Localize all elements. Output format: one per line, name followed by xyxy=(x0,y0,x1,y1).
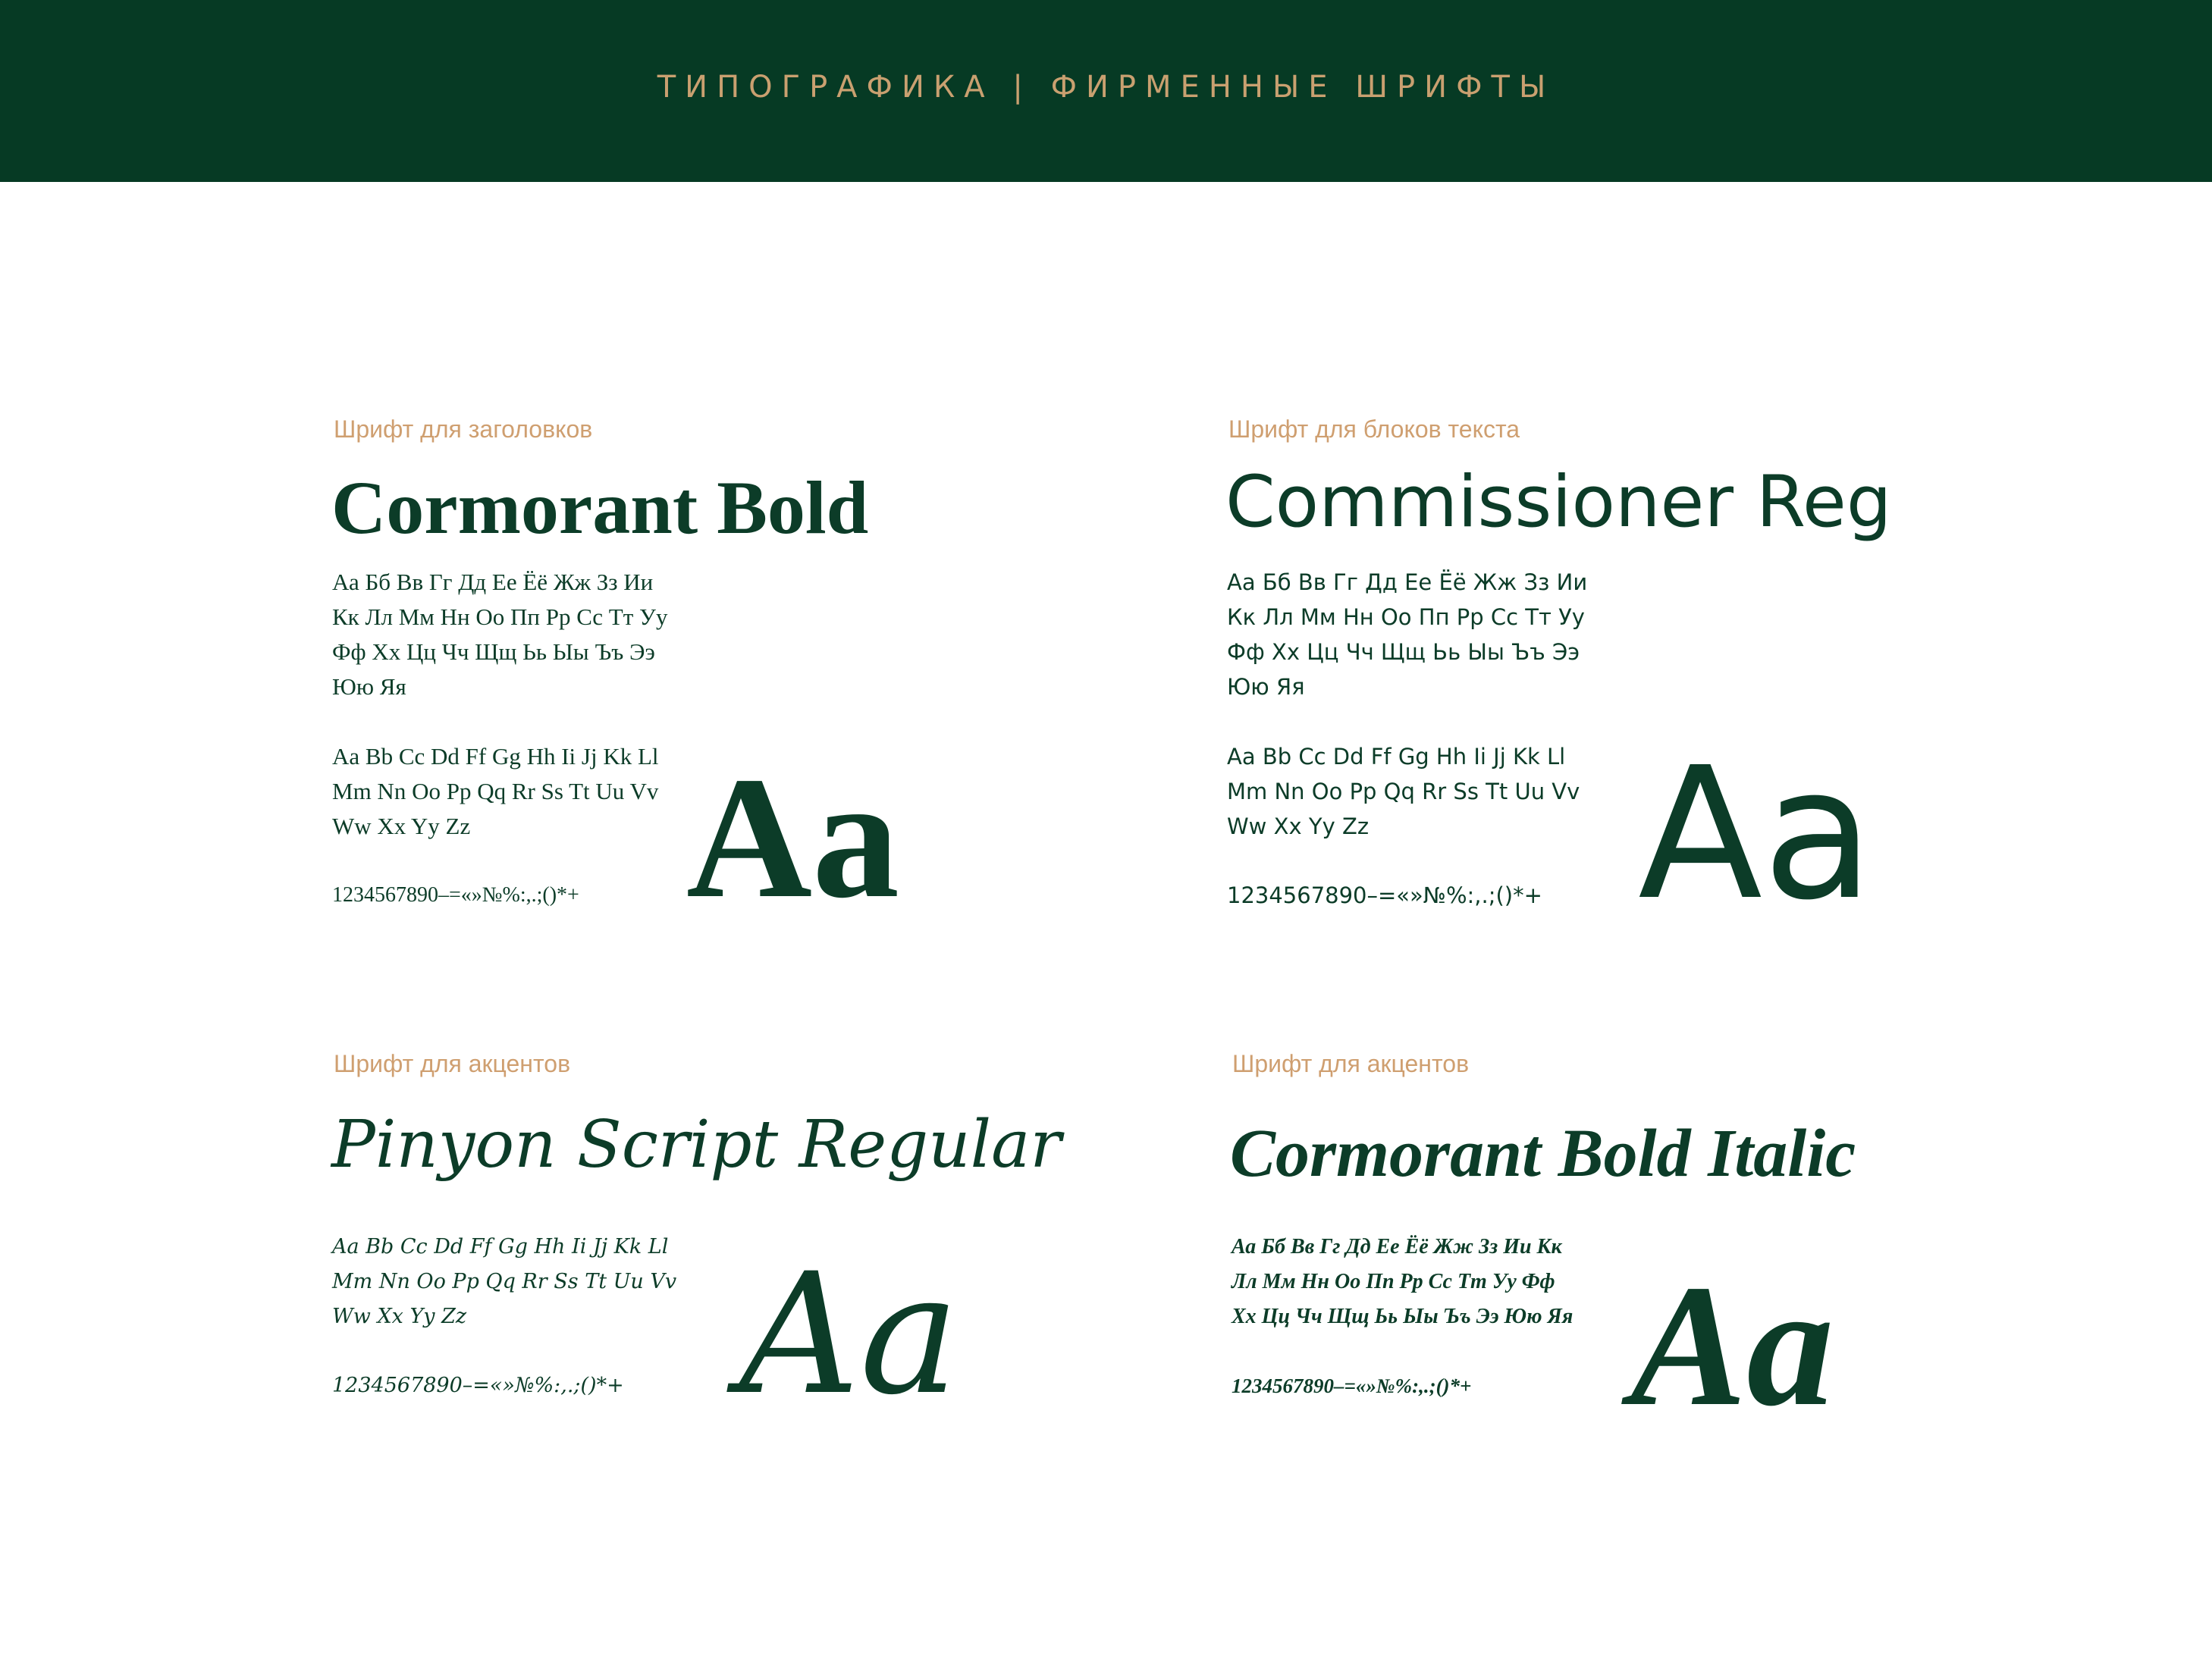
big-letter-sample: Aa xyxy=(686,741,900,934)
latin-sample: Aa Bb Cc Dd Ff Gg Hh Ii Jj Kk Ll Mm Nn Oo Pp Qq Rr Ss Tt Uu Vv Ww Xx Yy Zz xyxy=(1227,744,1580,839)
font-caption: Шрифт для блоков текста xyxy=(1228,415,1520,443)
cyrillic-sample: Аа Бб Вв Гг Дд Ее Ёё Жж Зз Ии Кк Лл Мм Нн Оо Пп Рр Сс Тт Уу Фф Хх Цц Чч Щщ Ьь Ыы Ъъ Ээ Юю Яя xyxy=(1227,569,1588,700)
font-name: Commissioner Reg xyxy=(1225,461,1892,544)
cyrillic-sample: Аа Бб Вв Гг Дд Ее Ёё Жж Зз Ии Кк Лл Мм Нн Оо Пп Рр Сс Тт Уу Фф Хх Цц Чч Щщ Ьь Ыы Ъъ Ээ Юю Яя xyxy=(332,569,668,700)
digits-sample: 1234567890–=«»№%:,.;()*+ xyxy=(332,883,579,907)
digits-sample: 1234567890–=«»№%:,.;()*+ xyxy=(1232,1374,1472,1397)
font-caption: Шрифт для заголовков xyxy=(334,415,593,443)
cyrillic-sample: Аа Бб Вв Гг Дд Ее Ёё Жж Зз Ии Кк Лл Мм Нн Оо Пп Рр Сс Тт Уу Фф Хх Цц Чч Щщ Ьь Ыы Ъъ Ээ Юю Яя xyxy=(1232,1235,1574,1328)
font-caption: Шрифт для акцентов xyxy=(1232,1050,1470,1077)
page-title: ТИПОГРАФИКА | ФИРМЕННЫЕ ШРИФТЫ xyxy=(657,70,1555,105)
latin-sample: Aa Bb Cc Dd Ff Gg Hh Ii Jj Kk Ll Mm Nn Oo Pp Qq Rr Ss Tt Uu Vv Ww Xx Yy Zz xyxy=(332,1235,677,1328)
digits-sample: 1234567890–=«»№%:,.;()*+ xyxy=(332,1374,624,1397)
big-letter-sample: Aa xyxy=(1638,728,1875,940)
latin-sample: Aa Bb Cc Dd Ff Gg Hh Ii Jj Kk Ll Mm Nn Oo Pp Qq Rr Ss Tt Uu Vv Ww Xx Yy Zz xyxy=(332,743,659,839)
font-caption: Шрифт для акцентов xyxy=(334,1050,571,1077)
header-banner xyxy=(0,0,2212,182)
font-name: Cormorant Bold xyxy=(331,465,869,550)
big-letter-sample: Aa xyxy=(739,1237,960,1431)
digits-sample: 1234567890–=«»№%:,.;()*+ xyxy=(1227,882,1542,908)
font-name: Pinyon Script Regular xyxy=(331,1107,1062,1183)
font-name: Cormorant Bold Italic xyxy=(1230,1116,1856,1191)
big-letter-sample: Aa xyxy=(1630,1249,1834,1442)
